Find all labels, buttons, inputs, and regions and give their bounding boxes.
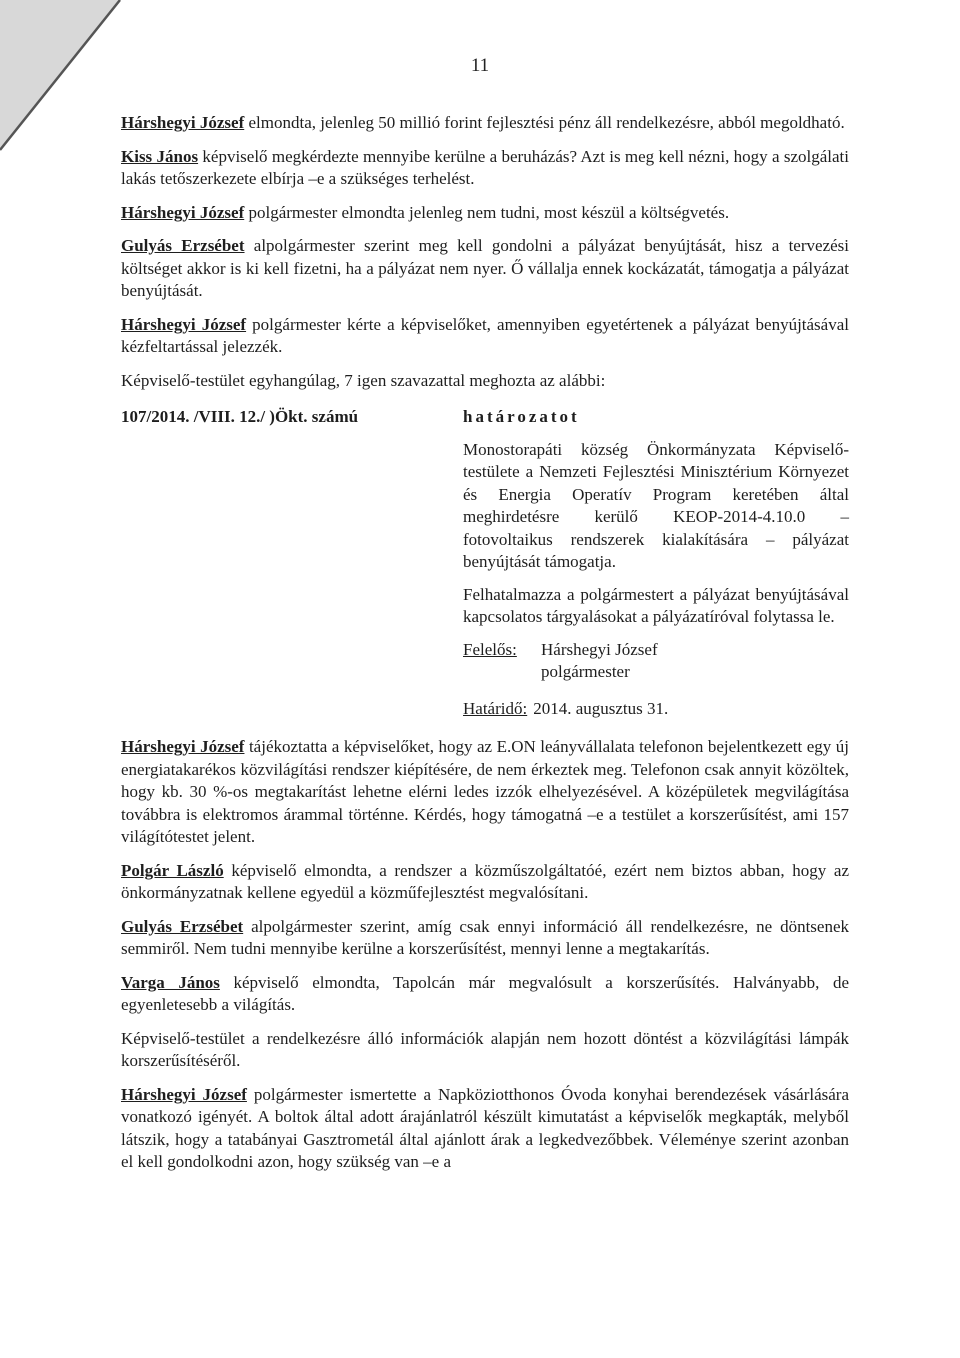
decision-responsible — [463, 639, 849, 684]
responsible-role: polgármester — [541, 662, 630, 681]
paragraph-text: polgármester kérte a képviselőket, amennyiben egyetértenek a pályázat benyújtásával kézfeltartással jelezzék. — [121, 314, 849, 356]
paragraph-text: polgármester ismertette a Napköziotthonos Óvoda konyhai berendezések vásárlására vonatkozó igényét. A boltok által adott árajánlatról készült kimutatást a képviselők megkapták, melyből látszik, hogy a tatabányai Gasztrometál által ajánlott árak a legkedvezőbbek. Véleménye szerint azonban el kell gondolkodni azon, hogy szükség van –e a — [121, 1084, 849, 1171]
decision-title: határozatot — [463, 407, 580, 426]
minutes-paragraph — [121, 736, 849, 849]
minutes-paragraph — [121, 146, 849, 191]
responsible-label: Felelős: — [463, 639, 517, 659]
decision-deadline — [463, 698, 849, 721]
decision-content — [463, 406, 849, 720]
decision-text-1: Monostorapáti község Önkormányzata Képviselő-testülete a Nemzeti Fejlesztési Minisztérium Környezet és Energia Operatív Program keretében által meghirdetésre kerülő KEOP-2014-4.10.0 – fotovoltaikus rendszerek kialakítására – pályázat benyújtását támogatja. — [463, 439, 849, 571]
speaker-name: Polgár László — [121, 860, 224, 880]
speaker-name: Hárshegyi József — [121, 202, 245, 222]
speaker-name: Gulyás Erzsébet — [121, 916, 244, 936]
paragraph-text: képviselő elmondta, Tapolcán már megvalósult a korszerűsítés. Halványabb, de egyenletesebb a világítás. — [121, 972, 849, 1014]
minutes-paragraph — [121, 235, 849, 303]
page-number: 11 — [470, 55, 490, 76]
speaker-name: Hárshegyi József — [121, 1084, 247, 1104]
paragraph-text: elmondta, jelenleg 50 millió forint fejlesztési pénz áll rendelkezésre, abból megoldható. — [244, 113, 845, 132]
paragraph-text: képviselő elmondta, a rendszer a közműszolgáltatóé, ezért nem biztos abban, hogy az önkormányzatnak kellene egyedül a közműfejlesztést megvalósítani. — [121, 860, 849, 902]
decision-text-2: Felhatalmazza a polgármestert a pályázat benyújtásával kapcsolatos tárgyalásokat a pályázatíróval folytassa le. — [463, 584, 849, 626]
paragraph-text: Képviselő-testület egyhangúlag, 7 igen szavazattal meghozta az alábbi: — [121, 370, 606, 390]
minutes-paragraph — [121, 370, 849, 393]
decision-block — [121, 406, 849, 722]
paragraph-text: alpolgármester szerint meg kell gondolni a pályázat benyújtását, hisz a tervezési költséget akkor is ki kell fizetni, ha a pályázat nem nyer. Ő vállalja ennek kockázatát, támogatja a pályázat benyújtását. — [121, 236, 849, 300]
document-body — [121, 112, 849, 1185]
paragraph-text: polgármester elmondta jelenleg nem tudni, most készül a költségvetés. — [244, 202, 730, 222]
minutes-paragraph — [121, 112, 849, 135]
deadline-value: 2014. augusztus 31. — [533, 698, 669, 718]
minutes-paragraph — [121, 202, 849, 225]
paragraph-text: Képviselő-testület a rendelkezésre álló információk alapján nem hozott döntést a közvilágítási lámpák korszerűsítéséről. — [121, 1028, 849, 1070]
speaker-name: Kiss János — [121, 146, 199, 166]
responsible-values — [541, 639, 658, 684]
minutes-paragraph — [121, 1084, 849, 1174]
minutes-paragraph — [121, 314, 849, 359]
minutes-paragraph — [121, 972, 849, 1017]
minutes-paragraph — [121, 916, 849, 961]
speaker-name: Hárshegyi József — [121, 737, 245, 756]
deadline-label: Határidő: — [463, 698, 528, 718]
minutes-after-decision — [121, 736, 849, 1174]
minutes-before-decision — [121, 112, 849, 392]
minutes-paragraph — [121, 1028, 849, 1073]
paragraph-text: alpolgármester szerint, amíg csak ennyi információ áll rendelkezésre, ne döntsenek semmiről. Nem tudni mennyibe kerülne a korszerűsítést, mennyi lenne a megtakarítás. — [121, 916, 849, 958]
responsible-name: Hárshegyi József — [541, 639, 658, 659]
speaker-name: Gulyás Erzsébet — [121, 236, 245, 255]
paragraph-text: tájékoztatta a képviselőket, hogy az E.ON leányvállalata telefonon bejelentkezett egy új energiatakarékos közvilágítási rendszer kiépítésére, de nem érkeztek meg. Telefonon csak annyit közöltek, hogy kb. 30 %-os megtakarítást lehetne elérni ledes izzók elhelyezésével. A középületek megvilágítása továbbra is elektromos árammal történne. Kérdés, hogy támogatná –e a testület a korszerűsítést, ami 157 világítótestet jelent. — [121, 737, 849, 846]
speaker-name: Varga János — [121, 972, 220, 992]
minutes-paragraph — [121, 860, 849, 905]
speaker-name: Hárshegyi József — [121, 113, 245, 132]
decision-number: 107/2014. /VIII. 12./ )Ökt. számú — [121, 407, 359, 426]
speaker-name: Hárshegyi József — [121, 314, 247, 334]
paragraph-text: képviselő megkérdezte mennyibe kerülne a beruházás? Azt is meg kell nézni, hogy a szolgálati lakás tetőszerkezete elbírja –e a szükséges terhelést. — [121, 146, 850, 188]
